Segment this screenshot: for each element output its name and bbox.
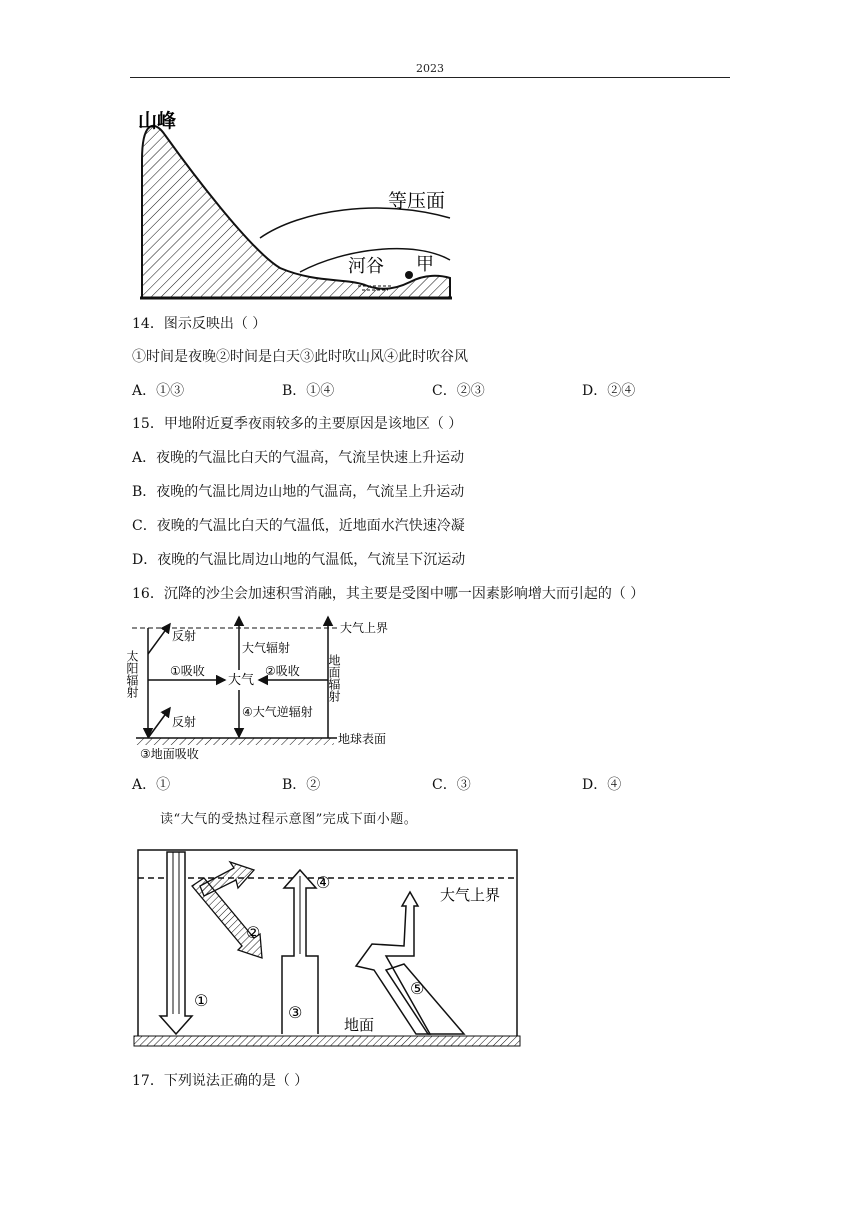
reflect-bottom-arrow <box>148 708 170 738</box>
mountain-valley-figure <box>130 100 460 305</box>
ground-surface-hatch <box>134 1036 520 1046</box>
q16-option-a[interactable]: A．① <box>132 777 171 793</box>
q14-options <box>132 382 732 400</box>
label-top-of-atmosphere: 大气上界 <box>340 621 389 635</box>
label-absorb1: ①吸收 <box>170 664 205 678</box>
q17-stem: 17．下列说法正确的是（ ） <box>132 1073 309 1089</box>
label-top-of-atmosphere-3: 大气上界 <box>440 886 501 904</box>
label-atmosphere: 大气 <box>228 673 255 688</box>
heat-balance-figure <box>125 614 402 764</box>
label-reflect-bottom: 反射 <box>172 715 197 729</box>
isobar-upper <box>260 208 450 238</box>
q15-option-b[interactable]: B．夜晚的气温比周边山地的气温高，气流呈上升运动 <box>132 484 465 500</box>
q14-option-a[interactable]: A．①③ <box>132 383 185 399</box>
q15-stem: 15．甲地附近夏季夜雨较多的主要原因是该地区（ ） <box>132 416 463 432</box>
label-point-jia: 甲 <box>416 254 434 275</box>
q14-option-b[interactable]: B．①④ <box>282 383 335 399</box>
label-n4: ④ <box>316 873 331 892</box>
label-solar-radiation: 太阳辐射 <box>125 650 139 698</box>
label-isobar: 等压面 <box>388 190 446 212</box>
label-n2: ② <box>246 923 261 942</box>
label-n5: ⑤ <box>410 979 425 998</box>
label-absorb2: ②吸收 <box>265 664 300 678</box>
q15-option-c[interactable]: C．夜晚的气温比白天的气温低，近地面水汽快速冷凝 <box>132 518 465 534</box>
q15-option-a[interactable]: A．夜晚的气温比白天的气温高，气流呈快速上升运动 <box>132 450 465 466</box>
q14-statements: ①时间是夜晚②时间是白天③此时吹山风④此时吹谷风 <box>132 349 468 365</box>
label-valley: 河谷 <box>348 256 384 277</box>
q16-option-b[interactable]: B．② <box>282 777 321 793</box>
q15-option-d[interactable]: D．夜晚的气温比周边山地的气温低，气流呈下沉运动 <box>132 552 466 568</box>
label-atmospheric-radiation: 大气辐射 <box>242 641 291 655</box>
ground-hatch <box>136 738 334 745</box>
label-ground-radiation: 地面辐射 <box>327 654 341 702</box>
label-earth-surface: 地球表面 <box>338 732 387 746</box>
q16-option-c[interactable]: C．③ <box>432 777 471 793</box>
q14-option-c[interactable]: C．②③ <box>432 383 485 399</box>
label-reflect-top: 反射 <box>172 629 197 643</box>
atmospheric-heating-figure <box>134 846 522 1052</box>
arrow-5-convection <box>356 892 430 1034</box>
q16-option-d[interactable]: D．④ <box>582 777 622 793</box>
label-counter-radiation: ④大气逆辐射 <box>242 705 313 719</box>
label-peak: 山峰 <box>138 110 177 132</box>
q16-stem: 16．沉降的沙尘会加速积雪消融，其主要是受图中哪一因素影响增大而引起的（ ） <box>132 586 645 602</box>
label-n3: ③ <box>288 1003 303 1022</box>
header-rule <box>130 77 730 78</box>
label-ground: 地面 <box>344 1016 375 1034</box>
point-jia-marker <box>405 271 413 279</box>
page-header-year: 2023 <box>416 62 444 75</box>
arrow-2-scattered <box>192 878 262 958</box>
arrow-1-solar <box>160 852 192 1034</box>
label-ground-absorb: ③地面吸收 <box>140 747 199 761</box>
q14-option-d[interactable]: D．②④ <box>582 383 636 399</box>
q16-options <box>132 776 732 794</box>
reading-prompt: 读“大气的受热过程示意图”完成下面小题。 <box>160 812 418 827</box>
q14-stem: 14．图示反映出（ ） <box>132 316 267 332</box>
label-n1: ① <box>194 991 209 1010</box>
